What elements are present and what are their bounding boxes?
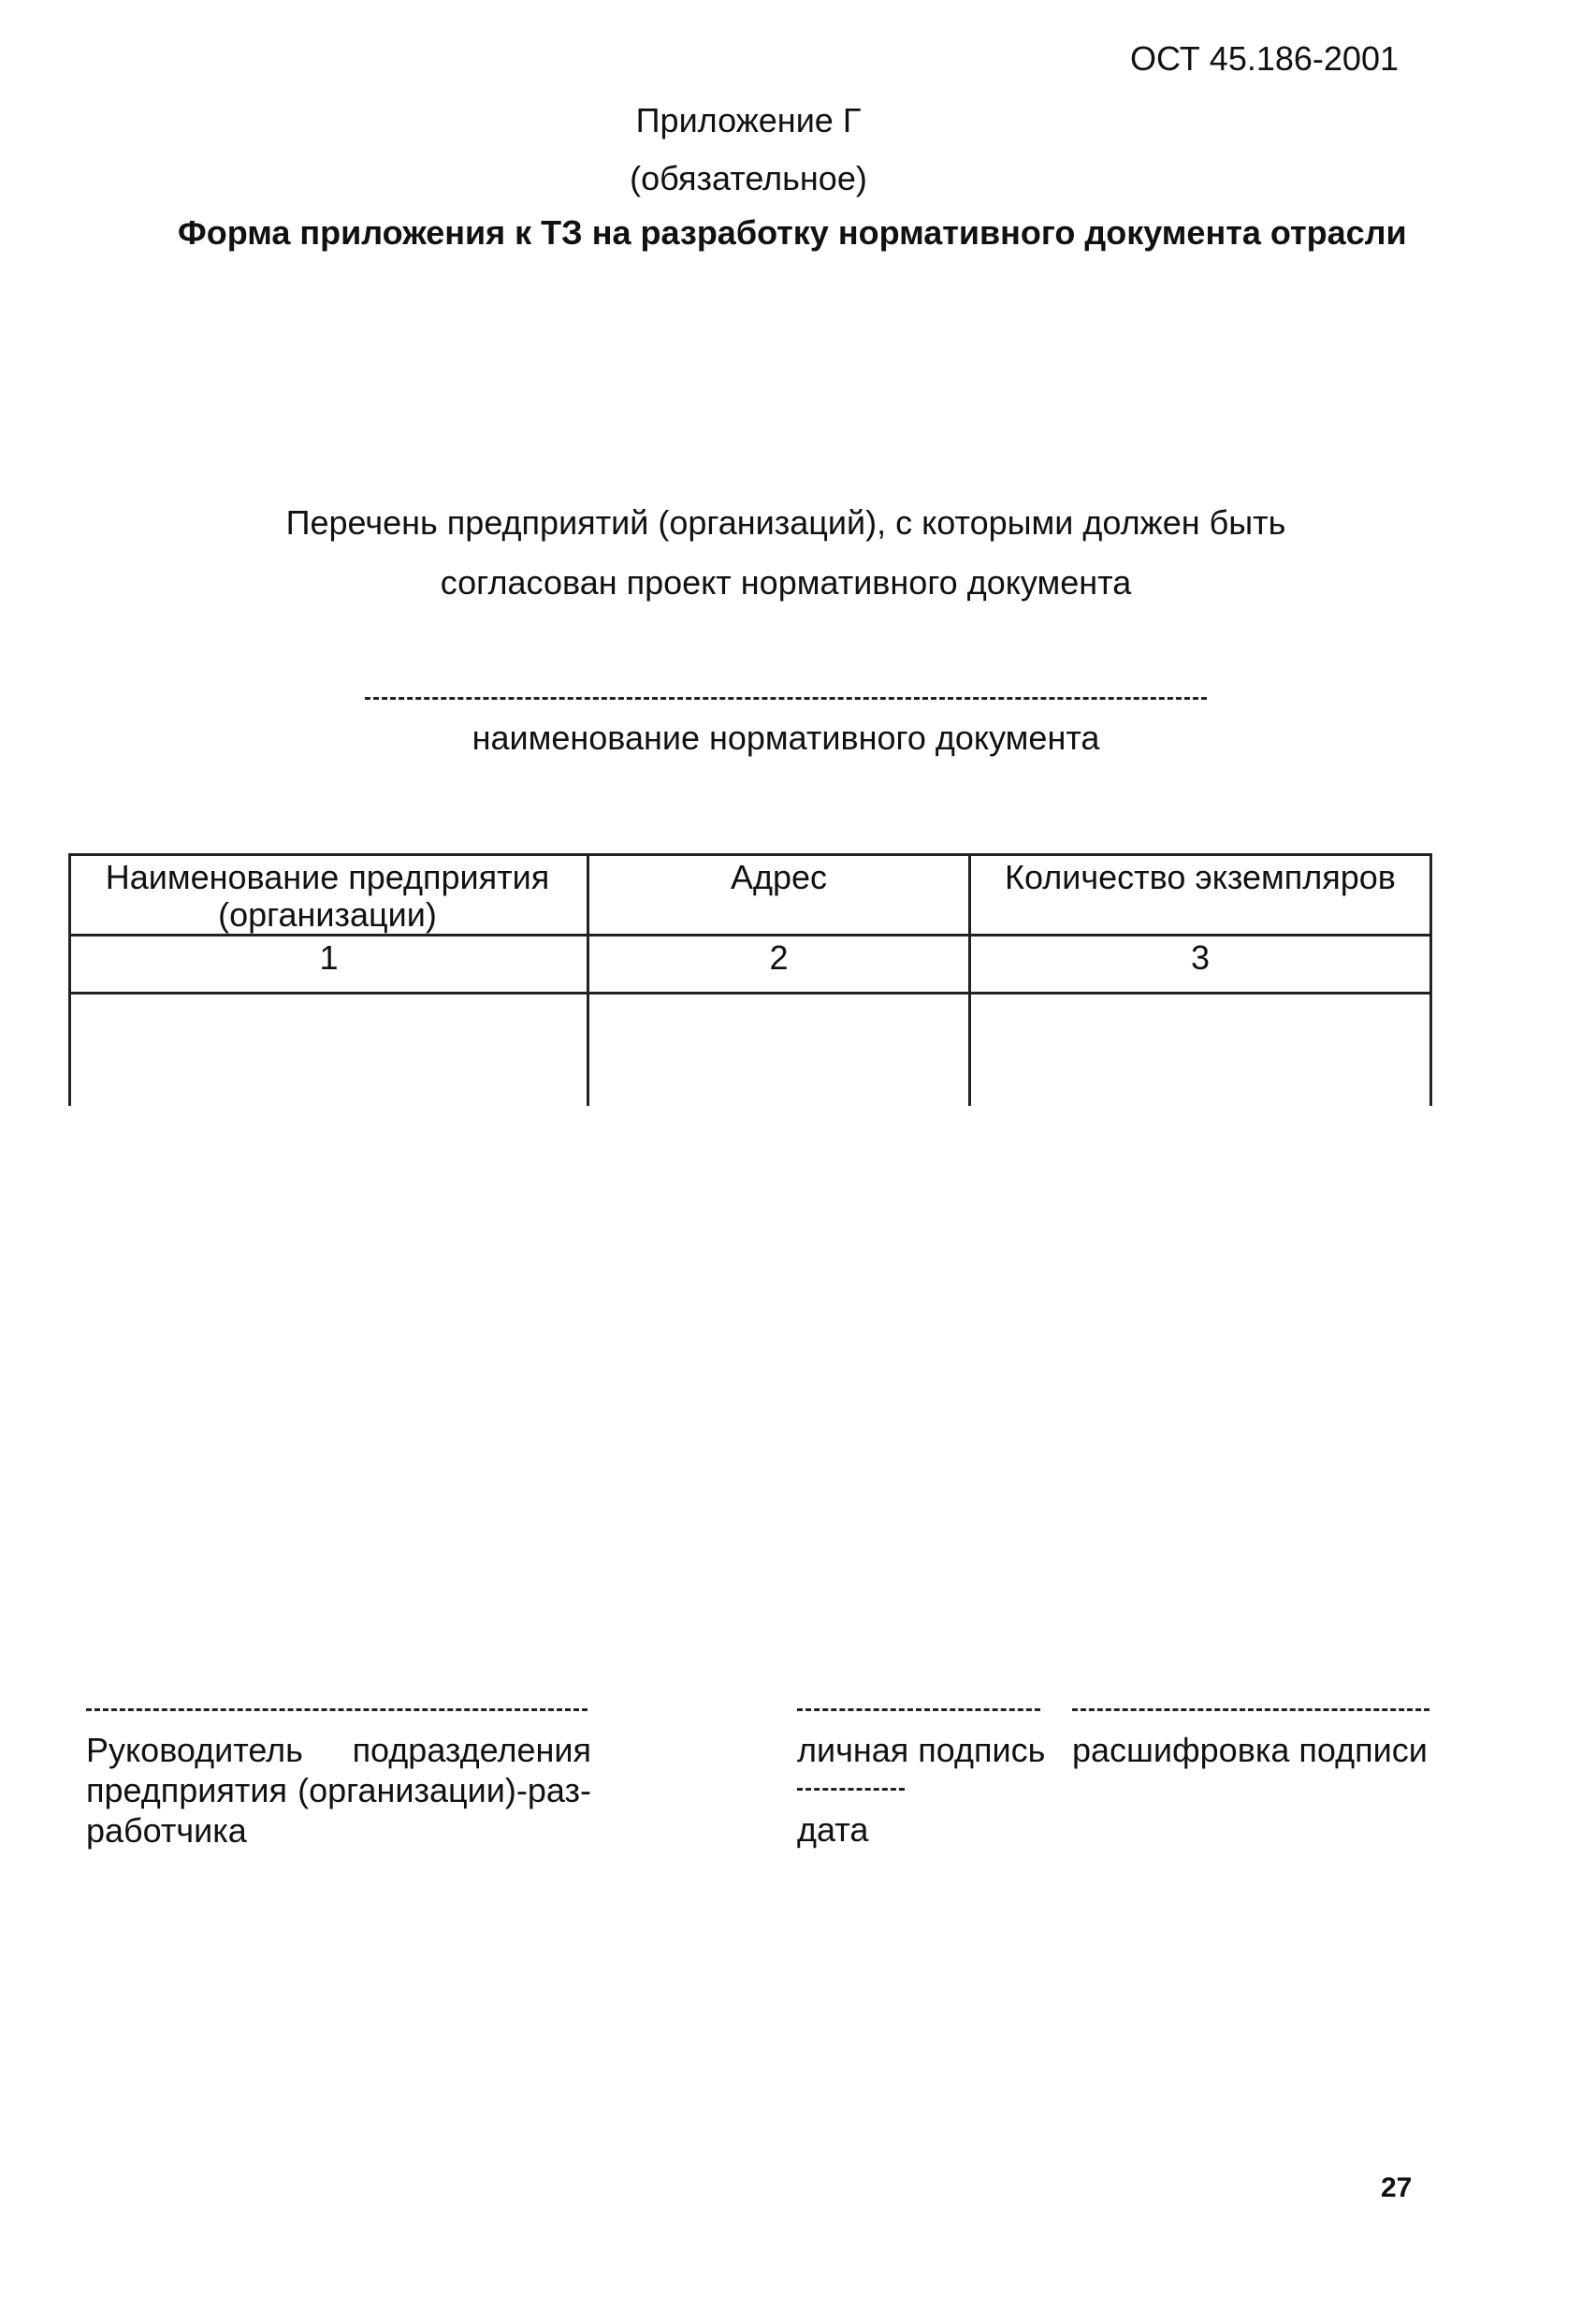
list-title-line-1: Перечень предприятий (организаций), с которыми должен быть: [285, 503, 1286, 542]
date-caption: дата: [797, 1810, 869, 1849]
appendix-type: (обязательное): [630, 159, 867, 197]
head-title-line-3: работчика: [86, 1811, 247, 1850]
table-column-number-1: 1: [319, 938, 339, 977]
table-left-border: [68, 853, 71, 1106]
table-top-border: [68, 853, 1432, 856]
table-header-address: Адрес: [730, 858, 828, 896]
table-column-number-3: 3: [1190, 938, 1211, 977]
table-number-row-divider: [68, 992, 1432, 995]
personal-signature-blank-line: [797, 1708, 1040, 1711]
page-number: 27: [1381, 2172, 1413, 2203]
head-signature-blank-line: [86, 1708, 588, 1711]
head-title-line-1: [86, 1731, 591, 1770]
head-title-word-1: Руководитель: [86, 1731, 303, 1769]
head-title-word-3: предприятия: [86, 1771, 287, 1809]
form-title: Форма приложения к ТЗ на разработку нормативного документа отрасли: [178, 213, 1407, 252]
table-right-border: [1429, 853, 1432, 1106]
head-title-word-2: подразделения: [352, 1731, 591, 1769]
list-title-line-2: согласован проект нормативного документа: [440, 563, 1132, 602]
date-blank-line: [797, 1788, 905, 1791]
signature-decoding-caption: расшифровка подписи: [1072, 1731, 1428, 1769]
signature-decoding-blank-line: [1072, 1708, 1429, 1711]
table-header-copies: Количество экземпляров: [1005, 858, 1396, 896]
table-column-number-2: 2: [769, 938, 789, 977]
table-header-organization: Наименование предприятия (организации): [105, 858, 550, 934]
head-title-word-4: (организации)-раз-: [297, 1771, 591, 1809]
document-name-blank-line: [365, 697, 1207, 700]
head-title-line-2: [86, 1771, 591, 1810]
table-header-divider: [68, 934, 1432, 936]
appendix-title: Приложение Г: [635, 101, 862, 139]
document-code: ОСТ 45.186-2001: [1130, 39, 1399, 78]
personal-signature-caption: личная подпись: [797, 1731, 1046, 1769]
document-name-caption: наименование нормативного документа: [472, 719, 1100, 757]
